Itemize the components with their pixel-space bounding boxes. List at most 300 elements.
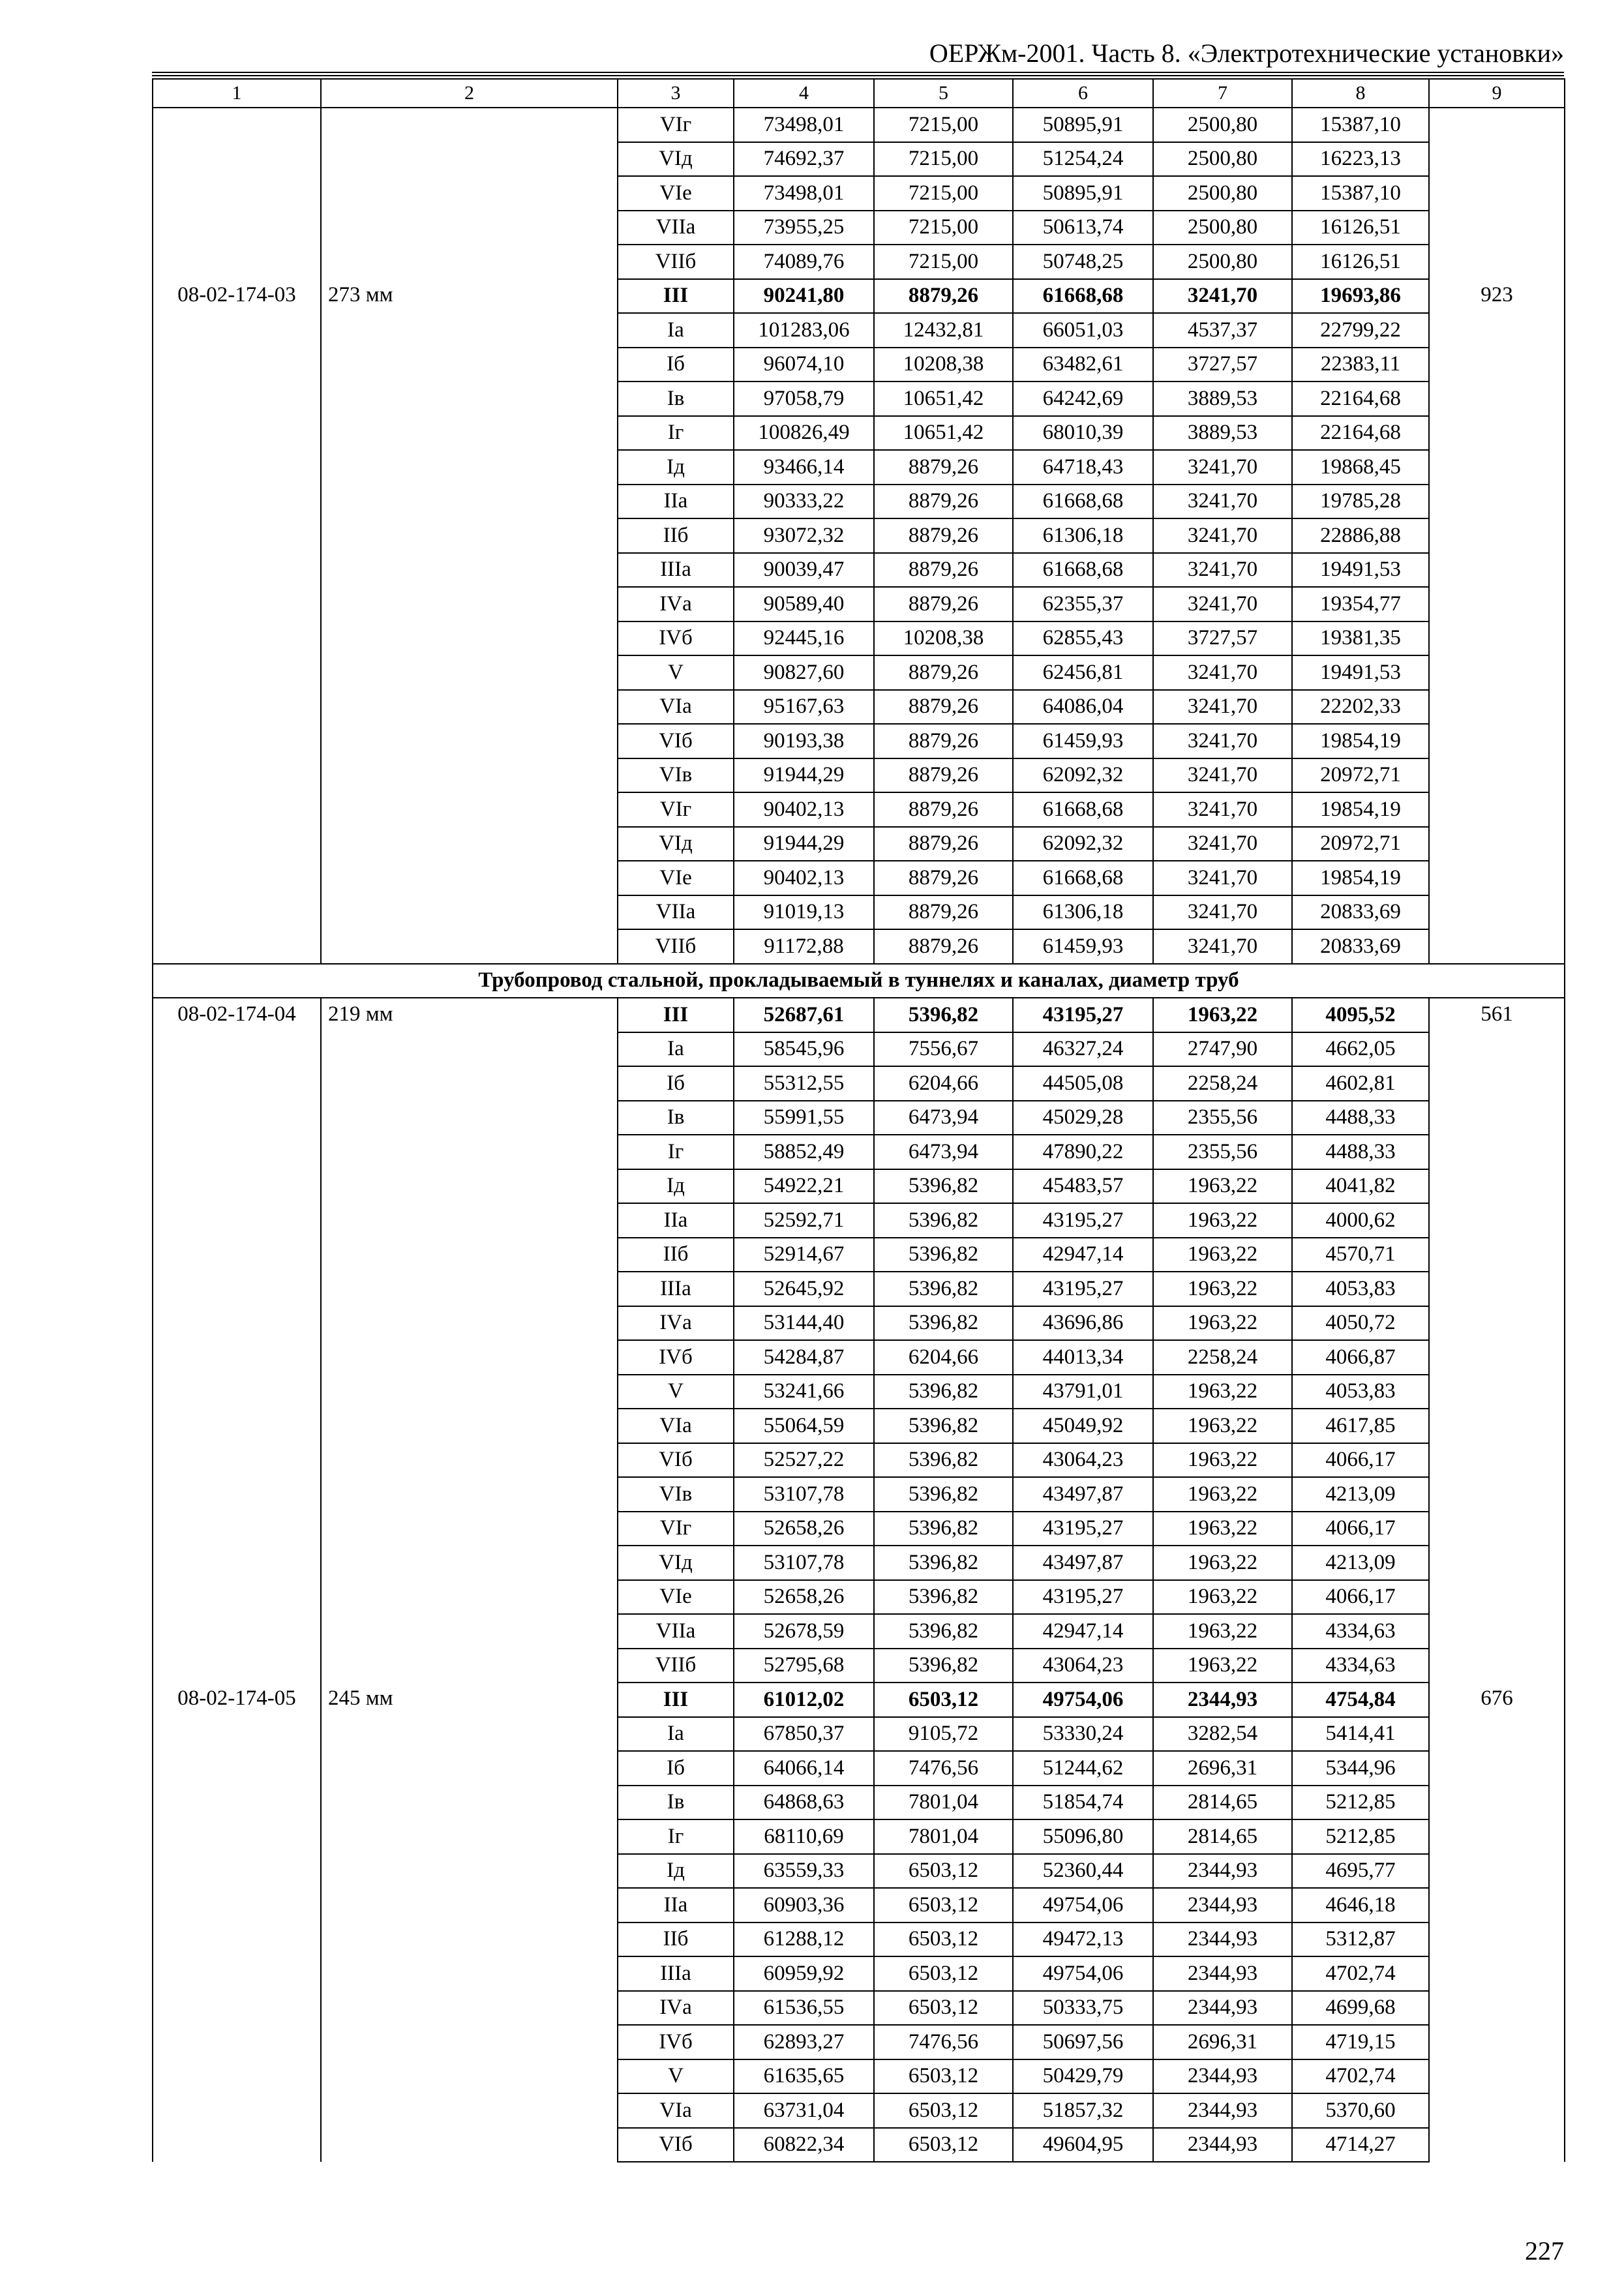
region-zone: VIв [618, 758, 734, 793]
value-cell: 61012,02 [734, 1683, 874, 1717]
value-cell: 5396,82 [874, 1477, 1013, 1512]
value-cell: 2258,24 [1153, 1340, 1292, 1375]
value-cell: 3241,70 [1153, 758, 1292, 793]
value-cell: 61668,68 [1013, 485, 1153, 519]
value-cell: 101283,06 [734, 313, 874, 348]
value-cell: 53144,40 [734, 1306, 874, 1341]
value-cell: 4095,52 [1292, 998, 1429, 1032]
region-zone: VIа [618, 2093, 734, 2128]
value-cell: 3241,70 [1153, 827, 1292, 861]
value-cell: 8879,26 [874, 450, 1013, 485]
region-zone: III [618, 279, 734, 314]
value-cell: 43195,27 [1013, 1580, 1153, 1615]
region-zone: IIа [618, 1203, 734, 1238]
region-zone: VIIа [618, 1614, 734, 1649]
value-cell: 19693,86 [1292, 279, 1429, 314]
value-cell: 61306,18 [1013, 518, 1153, 553]
value-cell: 8879,26 [874, 587, 1013, 621]
value-cell: 10208,38 [874, 348, 1013, 382]
value-cell: 4488,33 [1292, 1135, 1429, 1169]
page-number: 227 [1525, 2236, 1564, 2266]
value-cell: 1963,22 [1153, 1443, 1292, 1478]
value-cell: 7215,00 [874, 211, 1013, 245]
value-cell: 2747,90 [1153, 1032, 1292, 1067]
value-cell: 49472,13 [1013, 1922, 1153, 1957]
value-cell: 50333,75 [1013, 1991, 1153, 2026]
value-cell: 43064,23 [1013, 1649, 1153, 1683]
value-cell: 6503,12 [874, 2059, 1013, 2094]
region-zone: VIг [618, 792, 734, 827]
value-cell: 52658,26 [734, 1580, 874, 1615]
value-cell: 62092,32 [1013, 827, 1153, 861]
value-cell: 4537,37 [1153, 313, 1292, 348]
region-zone: V [618, 1375, 734, 1409]
value-cell: 2355,56 [1153, 1101, 1292, 1135]
value-cell: 1963,22 [1153, 1409, 1292, 1443]
value-cell: 73498,01 [734, 108, 874, 142]
region-zone: Iв [618, 1101, 734, 1135]
region-zone: IIб [618, 1922, 734, 1957]
value-cell: 50895,91 [1013, 176, 1153, 211]
value-cell: 20833,69 [1292, 929, 1429, 964]
value-cell: 97058,79 [734, 382, 874, 416]
region-zone: III [618, 998, 734, 1032]
value-cell: 43195,27 [1013, 1512, 1153, 1546]
value-cell: 5396,82 [874, 1238, 1013, 1272]
table-row [153, 279, 1565, 314]
value-cell: 62855,43 [1013, 621, 1153, 656]
value-cell: 5396,82 [874, 1546, 1013, 1580]
region-zone: IIIа [618, 1956, 734, 1991]
value-cell: 5396,82 [874, 1649, 1013, 1683]
region-zone: VIг [618, 108, 734, 142]
column-number: 2 [321, 79, 618, 108]
value-cell: 6473,94 [874, 1135, 1013, 1169]
value-cell: 5396,82 [874, 1443, 1013, 1478]
value-cell: 3241,70 [1153, 724, 1292, 758]
value-cell: 19868,45 [1292, 450, 1429, 485]
value-cell: 2814,65 [1153, 1786, 1292, 1820]
value-cell: 5370,60 [1292, 2093, 1429, 2128]
value-cell: 90039,47 [734, 553, 874, 588]
region-zone: IIа [618, 1888, 734, 1922]
value-cell: 55991,55 [734, 1101, 874, 1135]
value-cell: 90193,38 [734, 724, 874, 758]
region-zone: Iг [618, 1819, 734, 1854]
value-cell: 6503,12 [874, 1956, 1013, 1991]
region-zone: Iв [618, 1786, 734, 1820]
value-cell: 2355,56 [1153, 1135, 1292, 1169]
value-cell: 43064,23 [1013, 1443, 1153, 1478]
table-body [153, 79, 1565, 2162]
pipe-diameter: 245 мм [321, 1683, 618, 2162]
value-cell: 4041,82 [1292, 1169, 1429, 1204]
value-cell: 47890,22 [1013, 1135, 1153, 1169]
value-cell: 53107,78 [734, 1546, 874, 1580]
value-cell: 8879,26 [874, 690, 1013, 725]
value-cell: 52658,26 [734, 1512, 874, 1546]
value-cell: 6204,66 [874, 1066, 1013, 1101]
value-cell: 19854,19 [1292, 861, 1429, 895]
document-header: ОЕРЖм-2001. Часть 8. «Электротехнические установки» [929, 38, 1564, 68]
value-cell: 7215,00 [874, 245, 1013, 279]
value-cell: 5212,85 [1292, 1819, 1429, 1854]
value-cell: 8879,26 [874, 655, 1013, 690]
value-cell: 6473,94 [874, 1101, 1013, 1135]
value-cell: 52645,92 [734, 1272, 874, 1306]
value-cell: 1963,22 [1153, 1649, 1292, 1683]
value-cell: 2696,31 [1153, 1751, 1292, 1786]
value-cell: 3241,70 [1153, 895, 1292, 930]
region-zone: IVа [618, 1991, 734, 2026]
value-cell: 90827,60 [734, 655, 874, 690]
region-zone: V [618, 655, 734, 690]
value-cell: 91944,29 [734, 758, 874, 793]
value-cell: 4488,33 [1292, 1101, 1429, 1135]
value-cell: 61306,18 [1013, 895, 1153, 930]
value-cell: 3241,70 [1153, 485, 1292, 519]
region-zone: VIе [618, 1580, 734, 1615]
value-cell: 43696,86 [1013, 1306, 1153, 1341]
value-cell: 1963,22 [1153, 1614, 1292, 1649]
region-zone: VIг [618, 1512, 734, 1546]
value-cell: 100826,49 [734, 416, 874, 451]
value-cell: 16126,51 [1292, 245, 1429, 279]
value-cell: 5212,85 [1292, 1786, 1429, 1820]
value-cell: 5414,41 [1292, 1717, 1429, 1752]
value-cell: 1963,22 [1153, 998, 1292, 1032]
value-cell: 8879,26 [874, 553, 1013, 588]
region-zone: VIд [618, 827, 734, 861]
value-cell: 5396,82 [874, 1203, 1013, 1238]
value-cell: 61459,93 [1013, 929, 1153, 964]
value-cell: 90589,40 [734, 587, 874, 621]
value-cell: 54284,87 [734, 1340, 874, 1375]
column-number: 7 [1153, 79, 1292, 108]
table-row [153, 108, 1565, 142]
region-zone: VIIб [618, 245, 734, 279]
value-cell: 2500,80 [1153, 108, 1292, 142]
value-cell: 5396,82 [874, 998, 1013, 1032]
section-row [153, 964, 1565, 998]
value-cell: 43195,27 [1013, 998, 1153, 1032]
value-cell: 62092,32 [1013, 758, 1153, 793]
table-row [153, 998, 1565, 1032]
value-cell: 68110,69 [734, 1819, 874, 1854]
value-cell: 61536,55 [734, 1991, 874, 2026]
pipe-diameter: 219 мм [321, 998, 618, 1683]
region-zone: IIб [618, 1238, 734, 1272]
value-cell: 8879,26 [874, 758, 1013, 793]
value-cell: 19854,19 [1292, 724, 1429, 758]
region-zone: VIIб [618, 1649, 734, 1683]
value-cell: 3241,70 [1153, 553, 1292, 588]
value-cell: 7556,67 [874, 1032, 1013, 1067]
value-cell: 2344,93 [1153, 1991, 1292, 2026]
value-cell: 61668,68 [1013, 279, 1153, 314]
value-cell: 4334,63 [1292, 1614, 1429, 1649]
value-cell: 7215,00 [874, 176, 1013, 211]
value-cell: 8879,26 [874, 518, 1013, 553]
value-cell: 62355,37 [1013, 587, 1153, 621]
value-cell: 52795,68 [734, 1649, 874, 1683]
value-cell: 2258,24 [1153, 1066, 1292, 1101]
value-cell: 5396,82 [874, 1409, 1013, 1443]
value-cell: 43497,87 [1013, 1546, 1153, 1580]
value-cell: 52687,61 [734, 998, 874, 1032]
region-zone: VIIа [618, 211, 734, 245]
price-table [152, 78, 1565, 2162]
value-cell: 4754,84 [1292, 1683, 1429, 1717]
region-zone: IIIа [618, 553, 734, 588]
value-cell: 74089,76 [734, 245, 874, 279]
region-zone: VIIб [618, 929, 734, 964]
value-cell: 49754,06 [1013, 1956, 1153, 1991]
value-cell: 55096,80 [1013, 1819, 1153, 1854]
value-cell: 20833,69 [1292, 895, 1429, 930]
value-cell: 43791,01 [1013, 1375, 1153, 1409]
value-cell: 19381,35 [1292, 621, 1429, 656]
value-cell: 22799,22 [1292, 313, 1429, 348]
value-cell: 5396,82 [874, 1306, 1013, 1341]
value-cell: 49754,06 [1013, 1683, 1153, 1717]
value-cell: 49754,06 [1013, 1888, 1153, 1922]
value-cell: 1963,22 [1153, 1477, 1292, 1512]
value-cell: 50429,79 [1013, 2059, 1153, 2094]
section-heading: Трубопровод стальной, прокладываемый в туннелях и каналах, диаметр труб [153, 964, 1565, 998]
region-zone: Iг [618, 416, 734, 451]
value-cell: 52360,44 [1013, 1854, 1153, 1889]
value-cell: 4213,09 [1292, 1546, 1429, 1580]
rate-code: 08-02-174-03 [153, 279, 321, 964]
value-cell: 4617,85 [1292, 1409, 1429, 1443]
value-cell: 7801,04 [874, 1819, 1013, 1854]
value-cell: 15387,10 [1292, 108, 1429, 142]
value-cell: 8879,26 [874, 792, 1013, 827]
header-rule-second [152, 75, 1564, 76]
value-cell: 3241,70 [1153, 587, 1292, 621]
value-cell: 2344,93 [1153, 2059, 1292, 2094]
value-cell: 22383,11 [1292, 348, 1429, 382]
value-cell: 2344,93 [1153, 1683, 1292, 1717]
region-zone: VIIа [618, 895, 734, 930]
value-cell: 22202,33 [1292, 690, 1429, 725]
value-cell: 19491,53 [1292, 655, 1429, 690]
region-zone: VIб [618, 2128, 734, 2162]
value-cell: 2344,93 [1153, 1888, 1292, 1922]
value-cell: 3241,70 [1153, 929, 1292, 964]
value-cell: 4053,83 [1292, 1375, 1429, 1409]
value-cell: 60959,92 [734, 1956, 874, 1991]
value-cell: 3727,57 [1153, 621, 1292, 656]
value-cell: 60903,36 [734, 1888, 874, 1922]
value-cell: 64086,04 [1013, 690, 1153, 725]
region-zone: IVа [618, 587, 734, 621]
value-cell: 93466,14 [734, 450, 874, 485]
value-cell: 5396,82 [874, 1169, 1013, 1204]
value-cell: 2344,93 [1153, 1854, 1292, 1889]
region-zone: Iг [618, 1135, 734, 1169]
value-cell: 2344,93 [1153, 2128, 1292, 2162]
value-cell: 51857,32 [1013, 2093, 1153, 2128]
col9-value [1429, 108, 1565, 279]
value-cell: 8879,26 [874, 485, 1013, 519]
region-zone: IVб [618, 2025, 734, 2059]
value-cell: 61668,68 [1013, 553, 1153, 588]
col9-value: 561 [1429, 998, 1565, 1683]
value-cell: 90333,22 [734, 485, 874, 519]
value-cell: 8879,26 [874, 279, 1013, 314]
value-cell: 52678,59 [734, 1614, 874, 1649]
table-row [153, 1683, 1565, 1717]
value-cell: 5312,87 [1292, 1922, 1429, 1957]
value-cell: 93072,32 [734, 518, 874, 553]
value-cell: 4646,18 [1292, 1888, 1429, 1922]
value-cell: 22886,88 [1292, 518, 1429, 553]
value-cell: 1963,22 [1153, 1238, 1292, 1272]
value-cell: 4602,81 [1292, 1066, 1429, 1101]
value-cell: 7215,00 [874, 142, 1013, 177]
value-cell: 2500,80 [1153, 142, 1292, 177]
value-cell: 8879,26 [874, 827, 1013, 861]
value-cell: 2814,65 [1153, 1819, 1292, 1854]
value-cell: 3889,53 [1153, 416, 1292, 451]
value-cell: 55312,55 [734, 1066, 874, 1101]
value-cell: 3241,70 [1153, 655, 1292, 690]
value-cell: 7215,00 [874, 108, 1013, 142]
value-cell: 5344,96 [1292, 1751, 1429, 1786]
value-cell: 53241,66 [734, 1375, 874, 1409]
value-cell: 50895,91 [1013, 108, 1153, 142]
value-cell: 67850,37 [734, 1717, 874, 1752]
value-cell: 73498,01 [734, 176, 874, 211]
value-cell: 5396,82 [874, 1272, 1013, 1306]
value-cell: 6503,12 [874, 2093, 1013, 2128]
value-cell: 43497,87 [1013, 1477, 1153, 1512]
value-cell: 1963,22 [1153, 1580, 1292, 1615]
region-zone: Iд [618, 450, 734, 485]
value-cell: 5396,82 [874, 1375, 1013, 1409]
value-cell: 45049,92 [1013, 1409, 1153, 1443]
value-cell: 46327,24 [1013, 1032, 1153, 1067]
region-zone: III [618, 1683, 734, 1717]
value-cell: 19785,28 [1292, 485, 1429, 519]
value-cell: 4702,74 [1292, 2059, 1429, 2094]
value-cell: 1963,22 [1153, 1546, 1292, 1580]
region-zone: V [618, 2059, 734, 2094]
value-cell: 50697,56 [1013, 2025, 1153, 2059]
region-zone: VIе [618, 861, 734, 895]
value-cell: 8879,26 [874, 724, 1013, 758]
value-cell: 63482,61 [1013, 348, 1153, 382]
value-cell: 73955,25 [734, 211, 874, 245]
value-cell: 64242,69 [1013, 382, 1153, 416]
value-cell: 61668,68 [1013, 792, 1153, 827]
column-number: 5 [874, 79, 1013, 108]
value-cell: 6503,12 [874, 1922, 1013, 1957]
value-cell: 8879,26 [874, 861, 1013, 895]
value-cell: 96074,10 [734, 348, 874, 382]
value-cell: 42947,14 [1013, 1614, 1153, 1649]
value-cell: 1963,22 [1153, 1169, 1292, 1204]
value-cell: 6503,12 [874, 1854, 1013, 1889]
value-cell: 6503,12 [874, 1683, 1013, 1717]
value-cell: 4050,72 [1292, 1306, 1429, 1341]
value-cell: 8879,26 [874, 929, 1013, 964]
value-cell: 45483,57 [1013, 1169, 1153, 1204]
value-cell: 19354,77 [1292, 587, 1429, 621]
value-cell: 64066,14 [734, 1751, 874, 1786]
value-cell: 60822,34 [734, 2128, 874, 2162]
value-cell: 42947,14 [1013, 1238, 1153, 1272]
value-cell: 64718,43 [1013, 450, 1153, 485]
value-cell: 2500,80 [1153, 211, 1292, 245]
value-cell: 92445,16 [734, 621, 874, 656]
value-cell: 3241,70 [1153, 518, 1292, 553]
column-number-row [153, 79, 1565, 108]
value-cell: 43195,27 [1013, 1272, 1153, 1306]
region-zone: IIIа [618, 1272, 734, 1306]
rate-code: 08-02-174-05 [153, 1683, 321, 2162]
value-cell: 7476,56 [874, 2025, 1013, 2059]
value-cell: 1963,22 [1153, 1306, 1292, 1341]
value-cell: 68010,39 [1013, 416, 1153, 451]
value-cell: 2344,93 [1153, 1922, 1292, 1957]
region-zone: Iа [618, 1032, 734, 1067]
value-cell: 44013,34 [1013, 1340, 1153, 1375]
value-cell: 44505,08 [1013, 1066, 1153, 1101]
value-cell: 74692,37 [734, 142, 874, 177]
value-cell: 62893,27 [734, 2025, 874, 2059]
value-cell: 52592,71 [734, 1203, 874, 1238]
value-cell: 90241,80 [734, 279, 874, 314]
header-rule [152, 72, 1564, 73]
value-cell: 6204,66 [874, 1340, 1013, 1375]
value-cell: 61635,65 [734, 2059, 874, 2094]
value-cell: 4702,74 [1292, 1956, 1429, 1991]
value-cell: 58852,49 [734, 1135, 874, 1169]
value-cell: 19854,19 [1292, 792, 1429, 827]
value-cell: 61459,93 [1013, 724, 1153, 758]
value-cell: 52914,67 [734, 1238, 874, 1272]
value-cell: 50613,74 [1013, 211, 1153, 245]
value-cell: 4066,17 [1292, 1512, 1429, 1546]
value-cell: 19491,53 [1292, 553, 1429, 588]
value-cell: 95167,63 [734, 690, 874, 725]
value-cell: 5396,82 [874, 1580, 1013, 1615]
value-cell: 4066,17 [1292, 1580, 1429, 1615]
value-cell: 54922,21 [734, 1169, 874, 1204]
value-cell: 4699,68 [1292, 1991, 1429, 2026]
value-cell: 43195,27 [1013, 1203, 1153, 1238]
region-zone: VIд [618, 1546, 734, 1580]
value-cell: 3241,70 [1153, 861, 1292, 895]
region-zone: VIа [618, 1409, 734, 1443]
region-zone: IVб [618, 621, 734, 656]
value-cell: 7801,04 [874, 1786, 1013, 1820]
value-cell: 20972,71 [1292, 827, 1429, 861]
value-cell: 8879,26 [874, 895, 1013, 930]
region-zone: Iа [618, 1717, 734, 1752]
region-zone: Iб [618, 1751, 734, 1786]
region-zone: VIа [618, 690, 734, 725]
value-cell: 63731,04 [734, 2093, 874, 2128]
value-cell: 52527,22 [734, 1443, 874, 1478]
region-zone: VIд [618, 142, 734, 177]
value-cell: 5396,82 [874, 1512, 1013, 1546]
value-cell: 3282,54 [1153, 1717, 1292, 1752]
rate-code: 08-02-174-04 [153, 998, 321, 1683]
